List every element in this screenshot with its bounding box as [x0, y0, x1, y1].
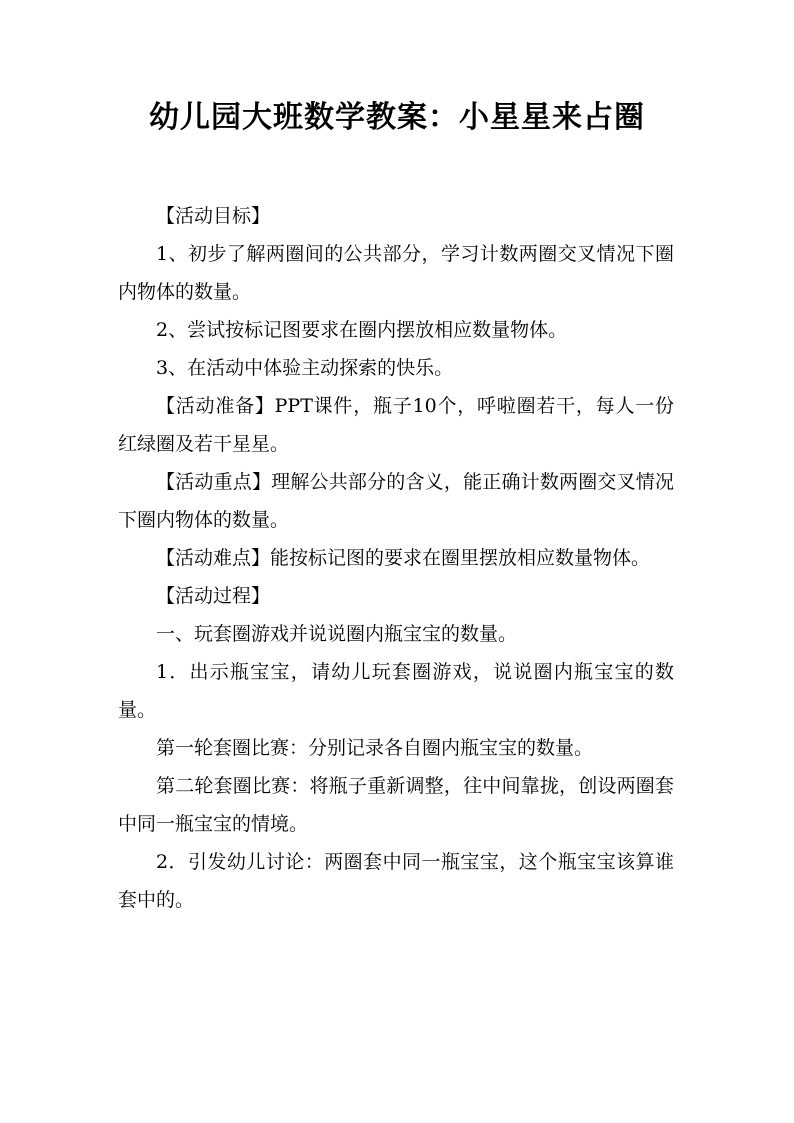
round-2-paragraph: 第二轮套圈比赛：将瓶子重新调整，往中间靠拢，创设两圈套中同一瓶宝宝的情境。 — [118, 775, 674, 835]
process-substep-2: 2．引发幼儿讨论：两圈套中同一瓶宝宝，这个瓶宝宝该算谁套中的。 — [118, 851, 674, 911]
key-point-paragraph: 【活动重点】理解公共部分的含义，能正确计数两圈交叉情况下圈内物体的数量。 — [118, 471, 674, 531]
section-heading-objectives: 【活动目标】 — [156, 205, 271, 227]
process-substep-1: 1．出示瓶宝宝，请幼儿玩套圈游戏，说说圈内瓶宝宝的数量。 — [118, 661, 674, 721]
process-step-1: 一、玩套圈游戏并说说圈内瓶宝宝的数量。 — [156, 623, 518, 645]
section-heading-process: 【活动过程】 — [156, 585, 271, 607]
preparation-paragraph: 【活动准备】PPT课件，瓶子10个，呼啦圈若干，每人一份红绿圈及若干星星。 — [118, 395, 674, 455]
round-1-paragraph: 第一轮套圈比赛：分别记录各自圈内瓶宝宝的数量。 — [156, 737, 594, 759]
objective-3: 3、在活动中体验主动探索的快乐。 — [156, 357, 454, 379]
document-body — [118, 197, 674, 919]
objective-2: 2、尝试按标记图要求在圈内摆放相应数量物体。 — [156, 319, 568, 341]
objective-1: 1、初步了解两圈间的公共部分，学习计数两圈交叉情况下圈内物体的数量。 — [118, 243, 674, 303]
difficulty-paragraph: 【活动难点】能按标记图的要求在圈里摆放相应数量物体。 — [156, 547, 651, 569]
document-title: 幼儿园大班数学教案：小星星来占圈 — [149, 100, 645, 135]
